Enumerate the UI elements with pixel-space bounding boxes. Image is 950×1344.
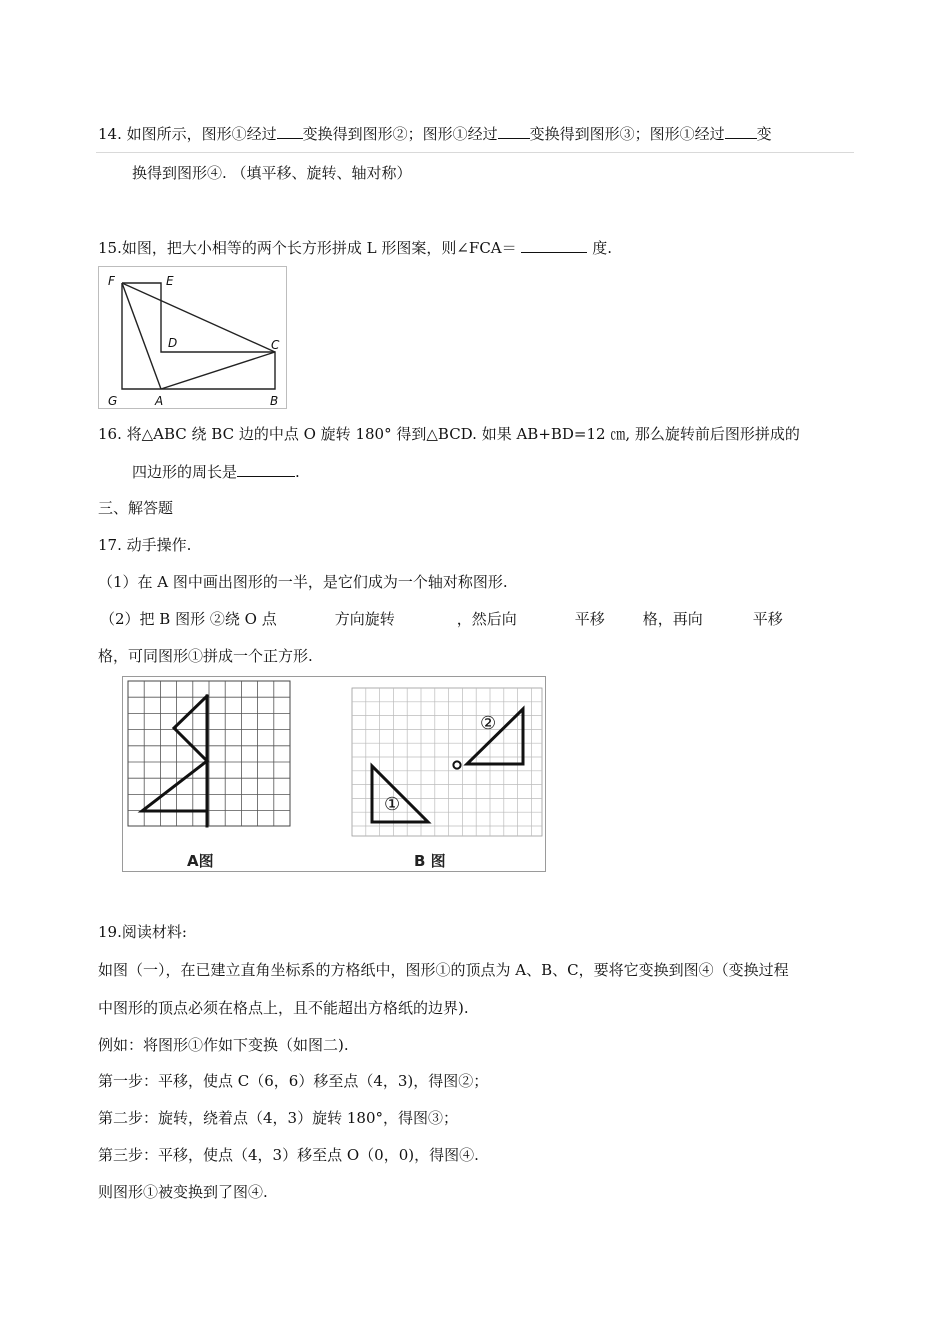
q17-title: 17. 动手操作. <box>98 536 192 554</box>
q17-part2 <box>100 609 783 629</box>
q19-title: 19.阅读材料: <box>98 923 187 941</box>
q17-figure <box>122 676 546 872</box>
fig-b-label: B 图 <box>414 852 446 870</box>
grid-b-border <box>352 688 542 836</box>
section-heading: 三、解答题 <box>98 499 174 517</box>
q17-part2-b: 方向旋转 <box>334 610 395 628</box>
q15-text-2: 度. <box>592 239 612 257</box>
label-b: B <box>270 394 279 408</box>
q14-blank-3 <box>725 124 757 139</box>
q19-step2: 第二步：旋转，绕着点（4，3）旋转 180°，得图③； <box>98 1109 458 1127</box>
q15-figure <box>98 266 288 410</box>
label-g: G <box>108 394 118 408</box>
segment-fa <box>122 283 161 389</box>
q14-text-1: 14. 如图所示，图形①经过 <box>98 125 277 143</box>
q16-text-1: 四边形的周长是 <box>132 463 238 481</box>
q14-line1 <box>98 124 772 144</box>
q17-part1: （1）在 A 图中画出图形的一半，是它们成为一个轴对称图形. <box>98 573 508 591</box>
q17-part2-d: 平移 <box>574 610 605 628</box>
q16-line2 <box>132 462 300 482</box>
q19-line2: 中图形的顶点必须在格点上，且不能超出方格纸的边界). <box>98 999 469 1017</box>
q16-blank <box>237 462 295 477</box>
q15-line <box>98 238 612 258</box>
q19-line1: 如图（一），在已建立直角坐标系的方格纸中，图形①的顶点为 A、B、C，要将它变换到图④（变换过程 <box>98 961 789 979</box>
q17-figure-border <box>123 677 546 872</box>
q19-line3: 例如：将图形①作如下变换（如图二). <box>98 1036 349 1054</box>
q17-part2-a: （2）把 B 图形 ②绕 O 点 <box>100 610 277 628</box>
label-f: F <box>108 274 115 288</box>
label-a: A <box>155 394 164 408</box>
mark-figure-2: ② <box>480 713 497 734</box>
grid-a <box>128 681 290 826</box>
q16-text-2: . <box>295 463 300 481</box>
fig-a-label: A图 <box>187 852 214 870</box>
grid-b <box>352 688 542 836</box>
q17-part2-f: 平移 <box>752 610 783 628</box>
label-d: D <box>168 336 178 350</box>
l-shape-outline <box>122 283 275 389</box>
q19-step1: 第一步：平移，使点 C（6，6）移至点（4，3)，得图②； <box>98 1072 489 1090</box>
q15-blank <box>521 238 587 253</box>
rotation-point-o <box>453 761 460 768</box>
label-e: E <box>166 274 174 288</box>
q14-divider <box>96 152 854 153</box>
q15-figure-border <box>99 267 287 409</box>
label-c: C <box>271 338 280 352</box>
q14-line2: 换得到图形④. （填平移、旋转、轴对称） <box>132 164 412 182</box>
q14-text-3: 变换得到图形③；图形①经过 <box>529 125 725 143</box>
q17-part2-e: 格，再向 <box>642 610 703 628</box>
q17-part2-c: ，然后向 <box>456 610 517 628</box>
mark-figure-1: ① <box>384 794 401 815</box>
q14-blank-1 <box>277 124 303 139</box>
q14-blank-2 <box>498 124 530 139</box>
q14-text-2: 变换得到图形②；图形①经过 <box>302 125 498 143</box>
segment-ac <box>161 352 275 389</box>
q16-line1: 16. 将△ABC 绕 BC 边的中点 O 旋转 180° 得到△BCD. 如果 AB+BD=12 ㎝, 那么旋转前后图形拼成的 <box>98 425 800 443</box>
q17-part2-line2: 格，可同图形①拼成一个正方形. <box>98 647 313 665</box>
q15-text-1: 15.如图，把大小相等的两个长方形拼成 L 形图案，则∠FCA＝ <box>98 239 517 257</box>
segment-fc <box>122 283 275 352</box>
q19-conclusion: 则图形①被变换到了图④. <box>98 1183 268 1201</box>
q19-step3: 第三步：平移，使点（4，3）移至点 O（0，0)，得图④. <box>98 1146 479 1164</box>
q14-text-4: 变 <box>756 125 772 143</box>
